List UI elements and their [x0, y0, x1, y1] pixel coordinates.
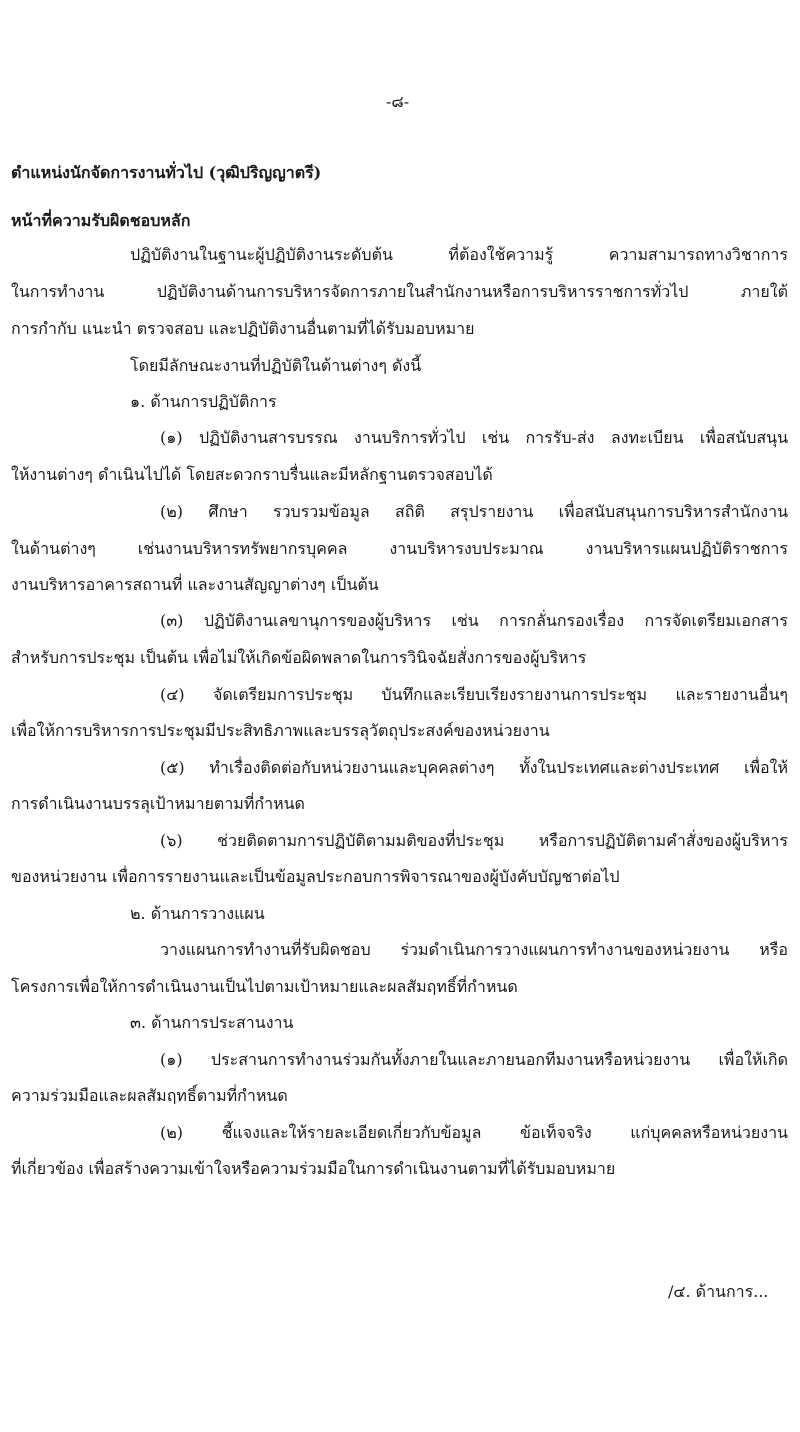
section1-item1-line1: (๑) ปฏิบัติงานสารบรรณ งานบริการทั่วไป เช่น การรับ-ส่ง ลงทะเบียน เพื่อสนับสนุน	[160, 428, 788, 447]
intro-line-3: การกำกับ แนะนำ ตรวจสอบ และปฏิบัติงานอื่นตามที่ได้รับมอบหมาย	[11, 319, 475, 338]
section1-item6-line2: ของหน่วยงาน เพื่อการรายงานและเป็นข้อมูลประกอบการพิจารณาของผู้บังคับบัญชาต่อไป	[11, 867, 620, 886]
section1-item2-line3: งานบริหารอาคารสถานที่ และงานสัญญาต่างๆ เป็นต้น	[11, 575, 379, 594]
continuation-marker: /๔. ด้านการ...	[668, 1282, 769, 1301]
section3-heading: ๓. ด้านการประสานงาน	[130, 1013, 294, 1032]
section3-item2-line2: ที่เกี่ยวข้อง เพื่อสร้างความเข้าใจหรือความร่วมมือในการดำเนินงานตามที่ได้รับมอบหมาย	[11, 1159, 616, 1178]
section2-line1: วางแผนการทำงานที่รับผิดชอบ ร่วมดำเนินการวางแผนการทำงานของหน่วยงาน หรือ	[160, 940, 788, 959]
section1-item6-line1: (๖) ช่วยติดตามการปฏิบัติตามมติของที่ประชุม หรือการปฏิบัติตามคำสั่งของผู้บริหาร	[160, 831, 788, 850]
section3-item1-line1: (๑) ประสานการทำงานร่วมกันทั้งภายในและภายนอกทีมงานหรือหน่วยงาน เพื่อให้เกิด	[160, 1050, 788, 1069]
section3-item2-line1: (๒) ชี้แจงและให้รายละเอียดเกี่ยวกับข้อมูล ข้อเท็จจริง แก่บุคคลหรือหน่วยงาน	[160, 1123, 788, 1142]
page-number: -๘-	[386, 92, 410, 111]
section1-item4-line2: เพื่อให้การบริหารการประชุมมีประสิทธิภาพและบรรลุวัตถุประสงค์ของหน่วยงาน	[11, 721, 550, 740]
section2-heading: ๒. ด้านการวางแผน	[130, 904, 265, 923]
section1-item3-line2: สำหรับการประชุม เป็นต้น เพื่อไม่ให้เกิดข้อผิดพลาดในการวินิจฉัยสั่งการของผู้บริหาร	[11, 648, 587, 667]
intro-line-4: โดยมีลักษณะงานที่ปฏิบัติในด้านต่างๆ ดังนี้	[130, 356, 422, 375]
section1-item5-line2: การดำเนินงานบรรลุเป้าหมายตามที่กำหนด	[11, 794, 305, 813]
section1-item4-line1: (๔) จัดเตรียมการประชุม บันทึกและเรียบเรียงรายงานการประชุม และรายงานอื่นๆ	[160, 685, 788, 704]
section1-item5-line1: (๕) ทำเรื่องติดต่อกับหน่วยงานและบุคคลต่างๆ ทั้งในประเทศและต่างประเทศ เพื่อให้	[160, 758, 788, 777]
section1-item3-line1: (๓) ปฏิบัติงานเลขานุการของผู้บริหาร เช่น การกลั่นกรองเรื่อง การจัดเตรียมเอกสาร	[160, 611, 788, 630]
section-heading: หน้าที่ความรับผิดชอบหลัก	[11, 211, 191, 230]
section1-item2-line2: ในด้านต่างๆ เช่นงานบริหารทรัพยากรบุคคล งานบริหารงบประมาณ งานบริหารแผนปฏิบัติราชการ	[11, 539, 788, 558]
position-title: ตำแหน่งนักจัดการงานทั่วไป (วุฒิปริญญาตรี)	[11, 163, 322, 182]
intro-line-2: ในการทำงาน ปฏิบัติงานด้านการบริหารจัดการภายในสำนักงานหรือการบริหารราชการทั่วไป ภายใต้	[11, 282, 788, 301]
section3-item1-line2: ความร่วมมือและผลสัมฤทธิ์ตามที่กำหนด	[11, 1086, 288, 1105]
section2-line2: โครงการเพื่อให้การดำเนินงานเป็นไปตามเป้าหมายและผลสัมฤทธิ์ที่กำหนด	[11, 977, 518, 996]
section1-heading: ๑. ด้านการปฏิบัติการ	[130, 392, 277, 411]
section1-item1-line2: ให้งานต่างๆ ดำเนินไปได้ โดยสะดวกราบรื่นและมีหลักฐานตรวจสอบได้	[11, 465, 493, 484]
section1-item2-line1: (๒) ศึกษา รวบรวมข้อมูล สถิติ สรุปรายงาน เพื่อสนับสนุนการบริหารสำนักงาน	[160, 502, 788, 521]
intro-line-1: ปฏิบัติงานในฐานะผู้ปฏิบัติงานระดับต้น ที่ต้องใช้ความรู้ ความสามารถทางวิชาการ	[130, 245, 788, 264]
